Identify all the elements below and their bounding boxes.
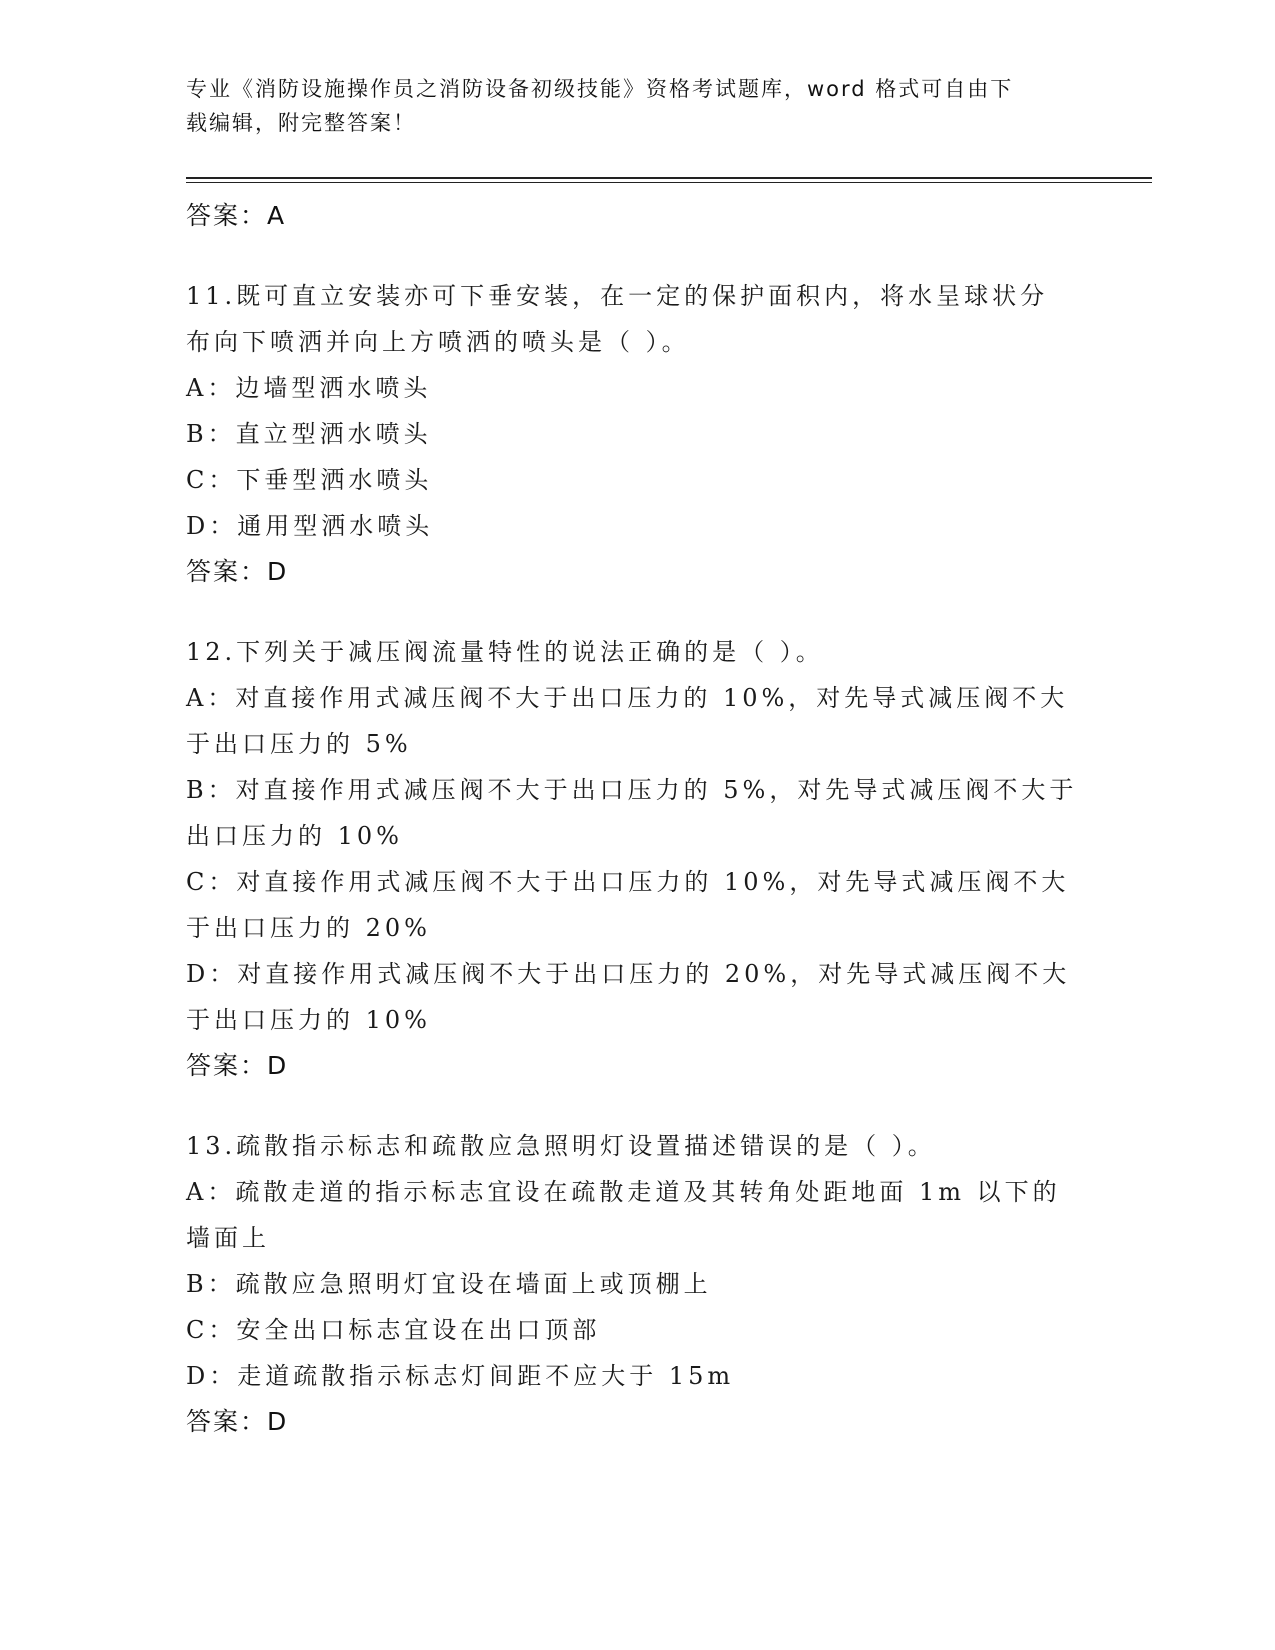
header-divider (186, 177, 1152, 179)
previous-answer: 答案：A (186, 201, 287, 230)
option-a: A：对直接作用式减压阀不大于出口压力的 10%，对先导式减压阀不大 (186, 684, 1069, 712)
answer-label: 答案：D (186, 1407, 289, 1436)
option-a-cont: 墙面上 (186, 1224, 270, 1252)
question-text: 12.下列关于减压阀流量特性的说法正确的是（ ）。 (186, 638, 824, 666)
option-b: B：对直接作用式减压阀不大于出口压力的 5%，对先导式减压阀不大于 (186, 776, 1078, 804)
question-text: 13.疏散指示标志和疏散应急照明灯设置描述错误的是（ ）。 (186, 1132, 936, 1160)
option-c-cont: 于出口压力的 20% (186, 914, 431, 942)
answer-label: 答案：D (186, 1051, 289, 1080)
option-d: D：对直接作用式减压阀不大于出口压力的 20%，对先导式减压阀不大 (186, 960, 1071, 988)
spacer (186, 1089, 1086, 1123)
option-b-cont: 出口压力的 10% (186, 822, 403, 850)
question-block (186, 629, 1086, 1089)
option-c: C：下垂型洒水喷头 (186, 466, 433, 494)
option-d-cont: 于出口压力的 10% (186, 1006, 431, 1034)
option-a: A：疏散走道的指示标志宜设在疏散走道及其转角处距地面 1m 以下的 (186, 1178, 1061, 1206)
option-c: C：安全出口标志宜设在出口顶部 (186, 1316, 601, 1344)
question-text: 11.既可直立安装亦可下垂安装，在一定的保护面积内，将水呈球状分 (186, 282, 1049, 310)
header-line-1: 专业《消防设施操作员之消防设备初级技能》资格考试题库，word 格式可自由下 (186, 77, 1014, 101)
question-block (186, 273, 1086, 595)
option-d: D：通用型洒水喷头 (186, 512, 434, 540)
document-header (186, 72, 1066, 140)
option-b: B：疏散应急照明灯宜设在墙面上或顶棚上 (186, 1270, 712, 1298)
header-line-2: 载编辑，附完整答案！ (186, 111, 416, 135)
answer-label: 答案：D (186, 557, 289, 586)
question-text: 布向下喷洒并向上方喷洒的喷头是（ ）。 (186, 328, 690, 356)
header-divider-thin (186, 182, 1152, 183)
spacer (186, 239, 1086, 273)
option-d: D：走道疏散指示标志灯间距不应大于 15m (186, 1362, 735, 1390)
spacer (186, 595, 1086, 629)
question-block (186, 1123, 1086, 1445)
option-b: B：直立型洒水喷头 (186, 420, 432, 448)
option-c: C：对直接作用式减压阀不大于出口压力的 10%，对先导式减压阀不大 (186, 868, 1070, 896)
question-list (186, 193, 1086, 1445)
option-a-cont: 于出口压力的 5% (186, 730, 412, 758)
option-a: A：边墙型洒水喷头 (186, 374, 432, 402)
